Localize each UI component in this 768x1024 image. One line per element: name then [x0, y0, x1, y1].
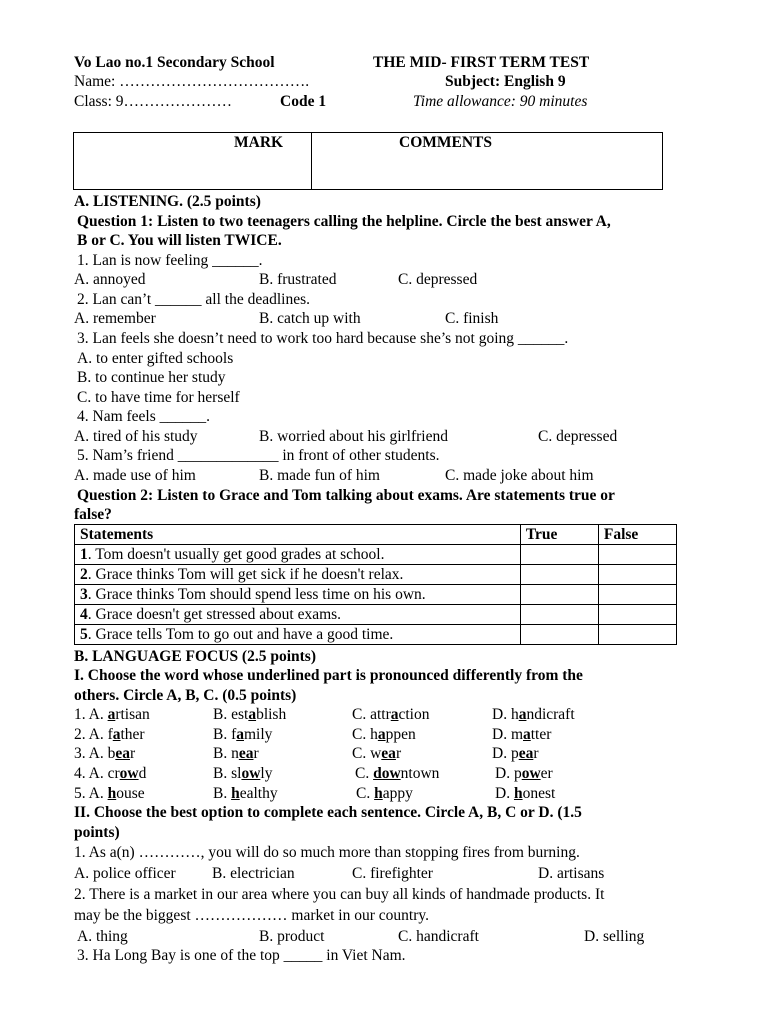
pronunciation-2-a: 2. A. father	[74, 726, 145, 743]
question-1-instruction-line-1: Question 1: Listen to two teenagers calling the helpline. Circle the best answer A,	[77, 213, 611, 230]
q1-item-3-option-a: A. to enter gifted schools	[77, 350, 234, 367]
q1-item-2-option-a: A. remember	[74, 310, 156, 327]
table-header-row	[75, 525, 677, 545]
table-row	[75, 585, 677, 605]
statement-cell: 4. Grace doesn't get stressed about exams.	[75, 605, 521, 625]
sentence-1-option-c: C. firefighter	[352, 865, 433, 882]
pronunciation-2-b: B. family	[213, 726, 273, 743]
false-cell[interactable]	[598, 605, 676, 625]
q1-item-3-stem: 3. Lan feels she doesn’t need to work too hard because she’s not going ______.	[77, 330, 569, 347]
false-header: False	[598, 525, 676, 545]
test-title: THE MID- FIRST TERM TEST	[373, 54, 590, 71]
table-row	[75, 625, 677, 645]
part-1-instruction-line-2: others. Circle A, B, C. (0.5 points)	[74, 687, 297, 704]
pronunciation-1-c: C. attraction	[352, 706, 430, 723]
statement-cell: 3. Grace thinks Tom should spend less time on his own.	[75, 585, 521, 605]
pronunciation-3-d: D. pear	[492, 745, 539, 762]
false-cell[interactable]	[598, 545, 676, 565]
sentence-2-option-a: A. thing	[77, 928, 128, 945]
q1-item-4-option-a: A. tired of his study	[74, 428, 198, 445]
q1-item-3-option-c: C. to have time for herself	[77, 389, 240, 406]
table-row	[75, 545, 677, 565]
q1-item-1-stem: 1. Lan is now feeling ______.	[77, 252, 263, 269]
mark-label: MARK	[234, 134, 284, 151]
q1-item-5-option-a: A. made use of him	[74, 467, 196, 484]
pronunciation-5-c: C. happy	[356, 785, 413, 802]
pronunciation-2-c: C. happen	[352, 726, 416, 743]
sentence-1-option-a: A. police officer	[74, 865, 176, 882]
part-1-instruction-line-1: I. Choose the word whose underlined part is pronounced differently from the	[74, 667, 583, 684]
pronunciation-4-c: C. downtown	[355, 765, 440, 782]
sentence-2-stem-line-2: may be the biggest ……………… market in our country.	[74, 907, 429, 924]
code-label: Code 1	[280, 93, 327, 110]
time-allowance: Time allowance: 90 minutes	[413, 93, 588, 110]
q1-item-1-option-c: C. depressed	[398, 271, 478, 288]
pronunciation-3-a: 3. A. bear	[74, 745, 136, 762]
q1-item-1-option-a: A. annoyed	[74, 271, 146, 288]
q1-item-2-stem: 2. Lan can’t ______ all the deadlines.	[77, 291, 311, 308]
sentence-2-option-b: B. product	[259, 928, 325, 945]
true-cell[interactable]	[520, 625, 598, 645]
q1-item-5-option-b: B. made fun of him	[259, 467, 380, 484]
pronunciation-1-a: 1. A. artisan	[74, 706, 150, 723]
part-2-instruction-line-1: II. Choose the best option to complete each sentence. Circle A, B, C or D. (1.5	[74, 804, 582, 821]
sentence-1-option-d: D. artisans	[538, 865, 605, 882]
q1-item-4-stem: 4. Nam feels ______.	[77, 408, 211, 425]
section-b-title: B. LANGUAGE FOCUS (2.5 points)	[74, 648, 316, 665]
q1-item-2-option-c: C. finish	[445, 310, 499, 327]
school-name: Vo Lao no.1 Secondary School	[74, 54, 275, 71]
true-cell[interactable]	[520, 545, 598, 565]
statements-header: Statements	[75, 525, 521, 545]
pronunciation-5-a: 5. A. house	[74, 785, 145, 802]
false-cell[interactable]	[598, 565, 676, 585]
pronunciation-5-b: B. healthy	[213, 785, 278, 802]
sentence-3-stem: 3. Ha Long Bay is one of the top _____ in Viet Nam.	[77, 947, 406, 964]
q1-item-4-option-b: B. worried about his girlfriend	[259, 428, 448, 445]
pronunciation-4-d: D. power	[495, 765, 553, 782]
table-row	[75, 565, 677, 585]
question-2-instruction-line-2: false?	[74, 506, 112, 523]
false-cell[interactable]	[598, 585, 676, 605]
q1-item-1-option-b: B. frustrated	[259, 271, 337, 288]
class-line: Class: 9…………………	[74, 93, 233, 110]
sentence-1-option-b: B. electrician	[212, 865, 295, 882]
true-header: True	[520, 525, 598, 545]
mark-comments-box	[73, 132, 663, 190]
table-row	[75, 605, 677, 625]
true-cell[interactable]	[520, 565, 598, 585]
sentence-1-stem: 1. As a(n) …………, you will do so much more than stopping fires from burning.	[74, 844, 580, 861]
sentence-2-option-c: C. handicraft	[398, 928, 479, 945]
true-false-table	[74, 524, 677, 645]
q1-item-5-stem: 5. Nam’s friend _____________ in front of other students.	[77, 447, 440, 464]
pronunciation-3-c: C. wear	[352, 745, 402, 762]
statement-cell: 1. Tom doesn't usually get good grades at school.	[75, 545, 521, 565]
mark-box-divider	[311, 133, 312, 189]
sentence-2-stem-line-1: 2. There is a market in our area where you can buy all kinds of handmade products. It	[74, 886, 605, 903]
pronunciation-4-b: B. slowly	[213, 765, 273, 782]
pronunciation-5-d: D. honest	[495, 785, 556, 802]
pronunciation-1-b: B. establish	[213, 706, 287, 723]
true-cell[interactable]	[520, 585, 598, 605]
section-a-title: A. LISTENING. (2.5 points)	[74, 193, 261, 210]
subject-line: Subject: English 9	[445, 73, 566, 90]
question-2-instruction-line-1: Question 2: Listen to Grace and Tom talking about exams. Are statements true or	[77, 487, 615, 504]
sentence-2-option-d: D. selling	[584, 928, 645, 945]
part-2-instruction-line-2: points)	[74, 824, 120, 841]
pronunciation-3-b: B. near	[213, 745, 259, 762]
q1-item-2-option-b: B. catch up with	[259, 310, 361, 327]
question-1-instruction-line-2: B or C. You will listen TWICE.	[77, 232, 282, 249]
statement-cell: 2. Grace thinks Tom will get sick if he doesn't relax.	[75, 565, 521, 585]
pronunciation-1-d: D. handicraft	[492, 706, 575, 723]
false-cell[interactable]	[598, 625, 676, 645]
pronunciation-4-a: 4. A. crowd	[74, 765, 147, 782]
q1-item-4-option-c: C. depressed	[538, 428, 618, 445]
comments-label: COMMENTS	[399, 134, 492, 151]
q1-item-5-option-c: C. made joke about him	[445, 467, 594, 484]
statement-cell: 5. Grace tells Tom to go out and have a good time.	[75, 625, 521, 645]
true-cell[interactable]	[520, 605, 598, 625]
pronunciation-2-d: D. matter	[492, 726, 552, 743]
name-line: Name: ……………………………….	[74, 73, 310, 90]
q1-item-3-option-b: B. to continue her study	[77, 369, 226, 386]
